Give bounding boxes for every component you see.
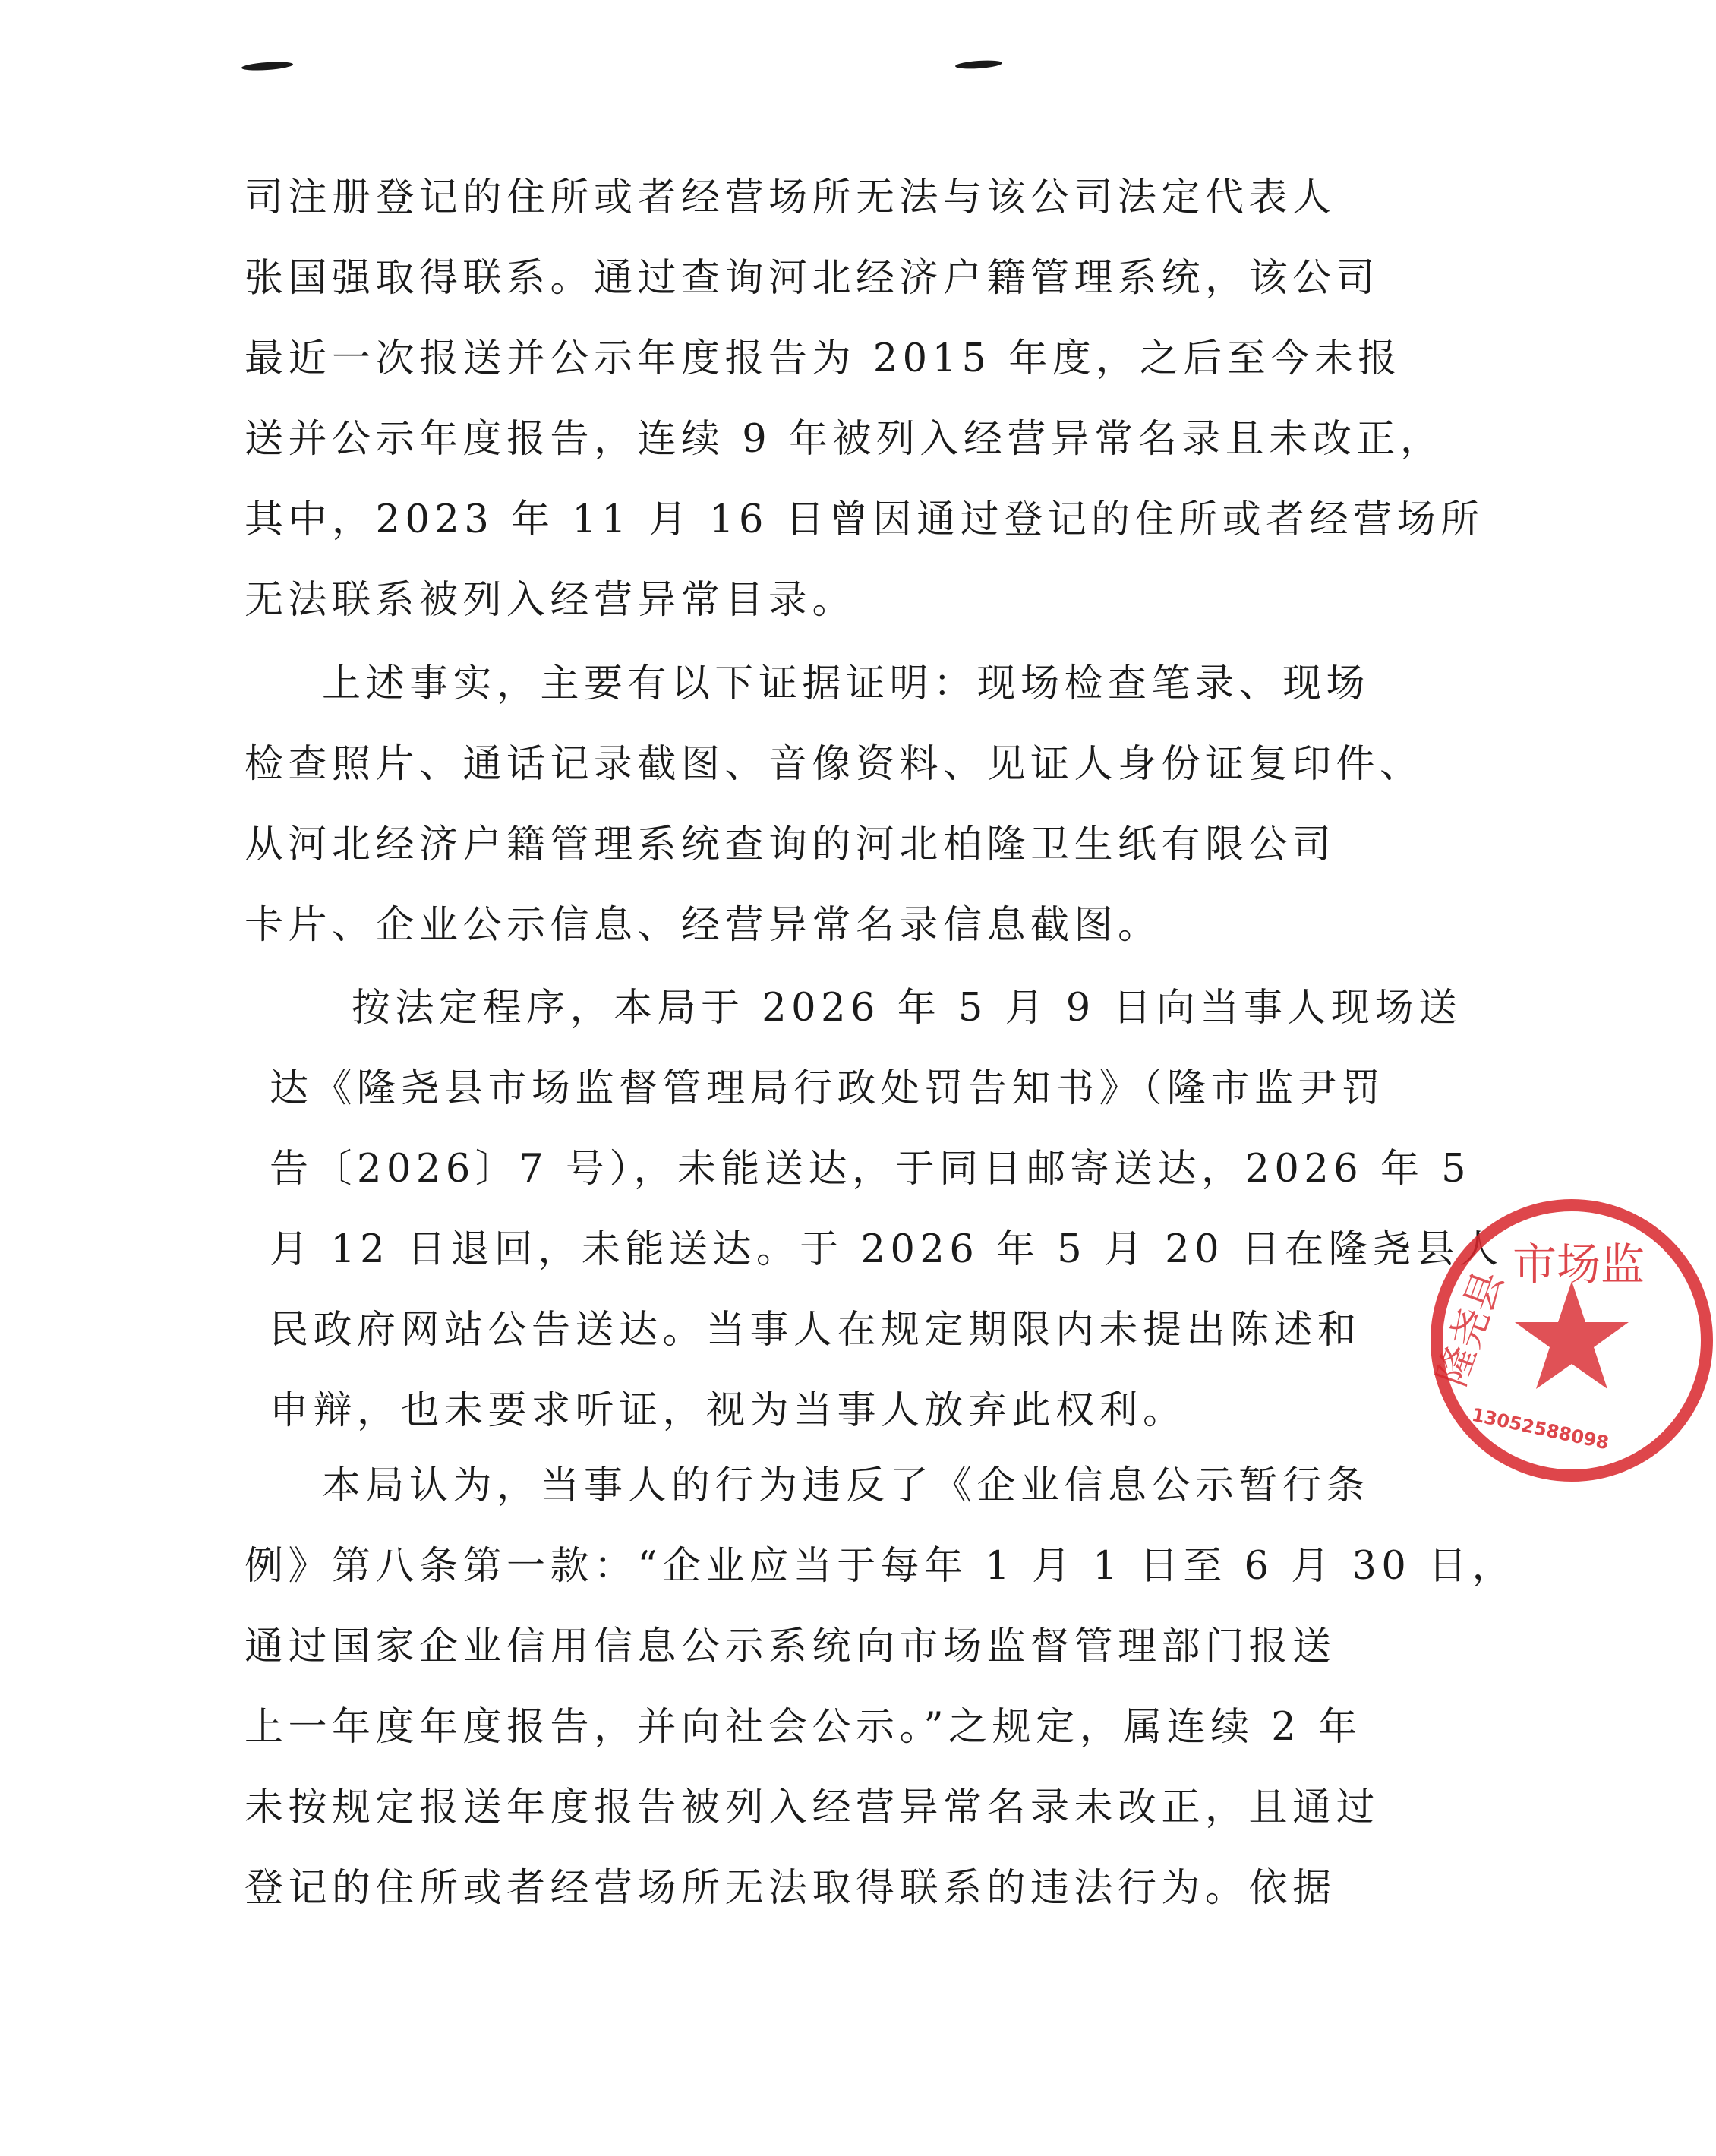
official-seal [1427,1196,1716,1485]
text-line: 本局认为，当事人的行为违反了《企业信息公示暂行条 [322,1463,1371,1508]
text-line: 其中，2023 年 11 月 16 日曾因通过登记的住所或者经营场所 [244,497,1484,542]
paragraph-evidence [244,644,1424,966]
text-line: 例》第八条第一款：“企业应当于每年 1 月 1 日至 6 月 30 日， [244,1544,1516,1589]
paragraph-procedure [270,968,1503,1451]
text-line: 检查照片、通话记录截图、音像资料、见证人身份证复印件、 [244,742,1424,787]
text-line: 通过国家企业信用信息公示系统向市场监督管理部门报送 [244,1624,1336,1669]
text-line: 未按规定报送年度报告被列入经营异常名录未改正，且通过 [244,1785,1380,1830]
text-line: 民政府网站公告送达。当事人在规定期限内未提出陈述和 [270,1308,1361,1353]
seal-star-icon [1515,1281,1629,1389]
text-line: 上述事实，主要有以下证据证明：现场检查笔录、现场 [322,661,1371,706]
scan-mark-right [955,59,1003,70]
seal-graphic [1427,1196,1716,1485]
text-line: 无法联系被列入经营异常目录。 [244,578,856,623]
scan-mark-left [241,61,294,72]
text-line: 司注册登记的住所或者经营场所无法与该公司法定代表人 [244,175,1336,220]
seal-text-left: 隆尧县 [1429,1264,1513,1392]
text-line: 上一年度年度报告，并向社会公示。”之规定，属连续 2 年 [244,1705,1362,1750]
text-line: 申辩，也未要求听证，视为当事人放弃此权利。 [270,1388,1187,1433]
text-line: 卡片、企业公示信息、经营异常名录信息截图。 [244,903,1162,948]
seal-text-top: 市场监 [1513,1239,1645,1290]
text-line: 告〔2026〕7 号），未能送达，于同日邮寄送达，2026 年 5 [270,1147,1472,1192]
paragraph-findings [244,158,1484,641]
text-line: 按法定程序，本局于 2026 年 5 月 9 日向当事人现场送 [352,986,1462,1031]
text-line: 送并公示年度报告，连续 9 年被列入经营异常名录且未改正， [244,417,1444,462]
text-line: 登记的住所或者经营场所无法取得联系的违法行为。依据 [244,1866,1336,1911]
text-line: 从河北经济户籍管理系统查询的河北柏隆卫生纸有限公司 [244,822,1336,867]
text-line: 达《隆尧县市场监督管理局行政处罚告知书》（隆市监尹罚 [270,1066,1386,1111]
text-line: 最近一次报送并公示年度报告为 2015 年度，之后至今未报 [244,336,1402,381]
text-line: 月 12 日退回，未能送达。于 2026 年 5 月 20 日在隆尧县人 [270,1227,1503,1272]
seal-serial-number: 13052588098 [1469,1403,1611,1454]
text-line: 张国强取得联系。通过查询河北经济户籍管理系统，该公司 [244,256,1380,301]
paragraph-determination [244,1446,1516,1929]
